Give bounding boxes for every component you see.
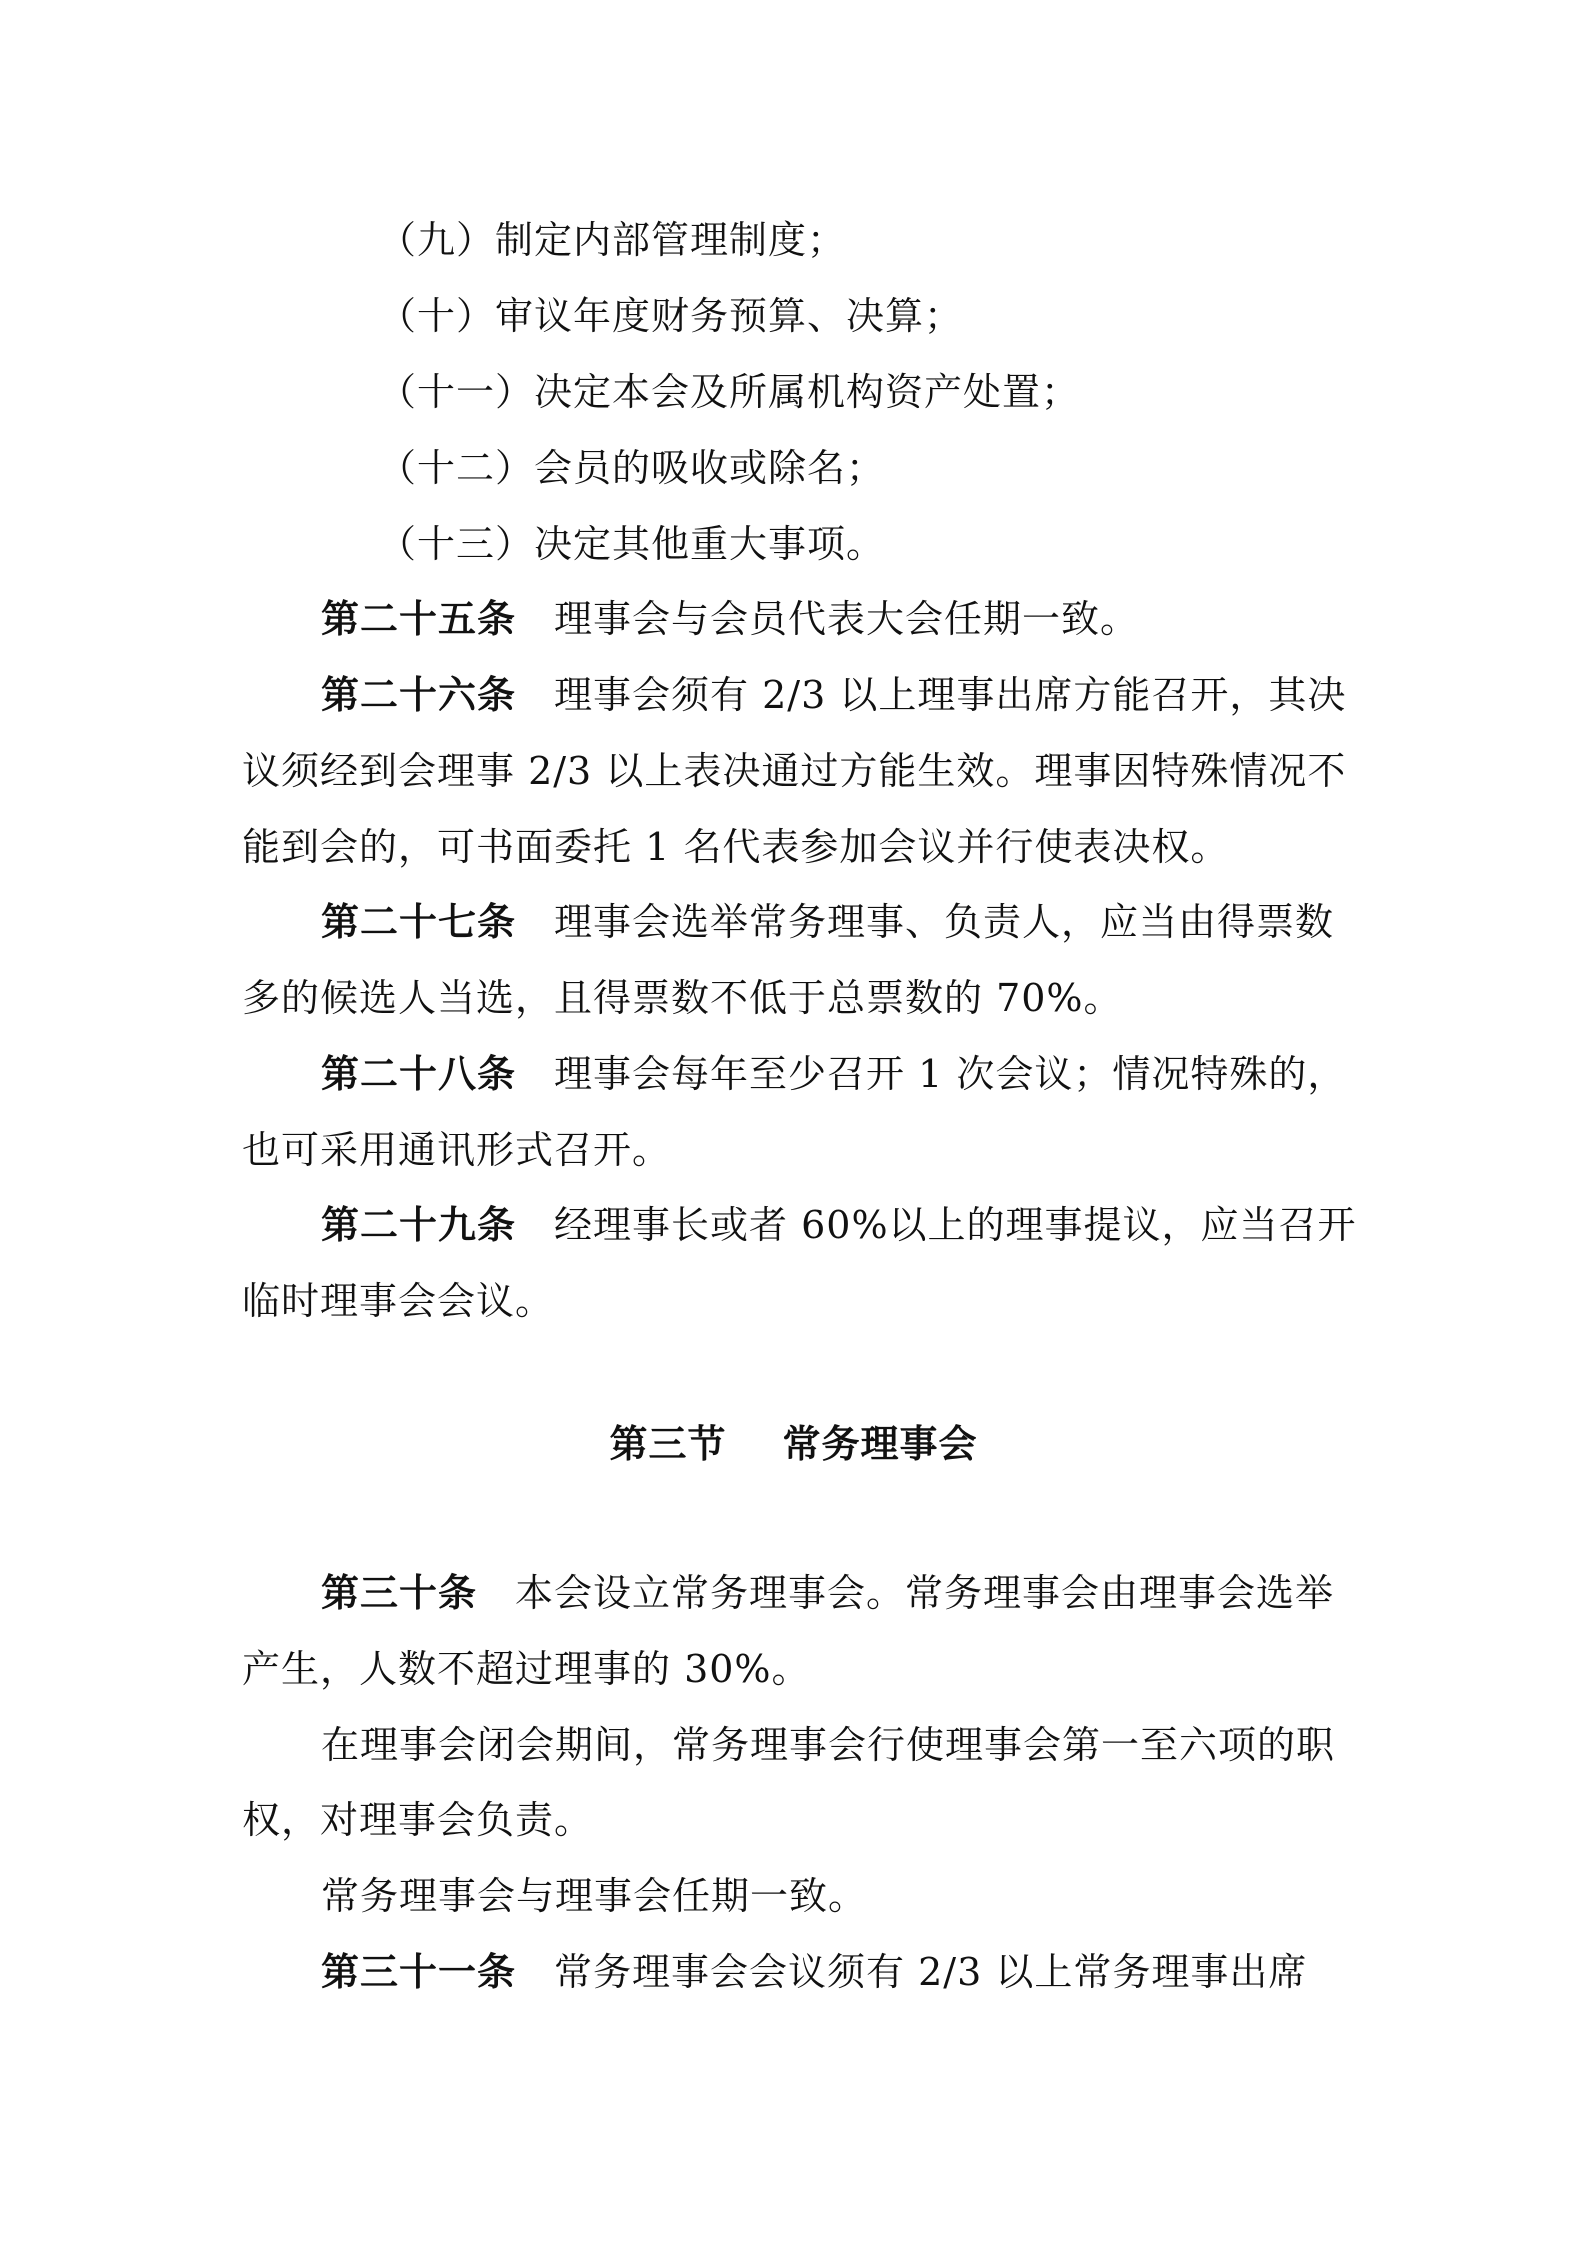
article-30-text-1: 本会设立常务理事会。常务理事会由理事会选举 xyxy=(515,1571,1335,1615)
article-27-line-1 xyxy=(321,899,1335,944)
article-28-heading: 第二十八条 xyxy=(321,1051,517,1096)
article-26-line-1 xyxy=(321,672,1347,717)
section-number: 第三节 xyxy=(609,1421,727,1466)
article-31-line-1 xyxy=(321,1949,1308,1994)
article-26-text-1: 理事会须有 2/3 以上理事出席方能召开，其决 xyxy=(554,673,1347,717)
article-30-para-3: 常务理事会与理事会任期一致。 xyxy=(321,1874,868,1918)
article-25-heading: 第二十五条 xyxy=(321,596,517,641)
list-item-9: （九）制定内部管理制度； xyxy=(378,218,847,262)
article-25-text: 理事会与会员代表大会任期一致。 xyxy=(554,597,1140,641)
article-28-line-1 xyxy=(321,1051,1347,1096)
article-26-line-2: 议须经到会理事 2/3 以上表决通过方能生效。理事因特殊情况不 xyxy=(242,749,1347,793)
section-name: 常务理事会 xyxy=(782,1421,978,1466)
article-29-line-1 xyxy=(321,1202,1357,1247)
article-29-heading: 第二十九条 xyxy=(321,1202,517,1247)
list-item-11: （十一）决定本会及所属机构资产处置； xyxy=(378,370,1081,414)
article-28-text-1: 理事会每年至少召开 1 次会议；情况特殊的， xyxy=(554,1052,1347,1096)
article-30-para-2-line-2: 权，对理事会负责。 xyxy=(242,1798,594,1842)
article-27-text-1: 理事会选举常务理事、负责人，应当由得票数 xyxy=(554,900,1335,944)
section-title xyxy=(0,1421,1587,1466)
article-27-line-2: 多的候选人当选，且得票数不低于总票数的 70%。 xyxy=(242,976,1123,1020)
article-28-line-2: 也可采用通讯形式召开。 xyxy=(242,1128,672,1172)
article-30-line-1 xyxy=(321,1570,1335,1615)
list-item-13: （十三）决定其他重大事项。 xyxy=(378,522,886,566)
article-30-heading: 第三十条 xyxy=(321,1570,478,1615)
list-item-10: （十）审议年度财务预算、决算； xyxy=(378,294,964,338)
article-30-para-2-line-1: 在理事会闭会期间，常务理事会行使理事会第一至六项的职 xyxy=(321,1723,1336,1767)
article-29-text-1: 经理事长或者 60%以上的理事提议，应当召开 xyxy=(554,1203,1357,1247)
article-30-line-2: 产生，人数不超过理事的 30%。 xyxy=(242,1647,811,1691)
article-29-line-2: 临时理事会会议。 xyxy=(242,1279,555,1323)
article-25 xyxy=(321,596,1140,641)
article-26-line-3: 能到会的，可书面委托 1 名代表参加会议并行使表决权。 xyxy=(242,825,1230,869)
article-31-heading: 第三十一条 xyxy=(321,1949,517,1994)
article-27-heading: 第二十七条 xyxy=(321,899,517,944)
article-26-heading: 第二十六条 xyxy=(321,672,517,717)
list-item-12: （十二）会员的吸收或除名； xyxy=(378,446,886,490)
article-31-text-1: 常务理事会会议须有 2/3 以上常务理事出席 xyxy=(554,1950,1308,1994)
